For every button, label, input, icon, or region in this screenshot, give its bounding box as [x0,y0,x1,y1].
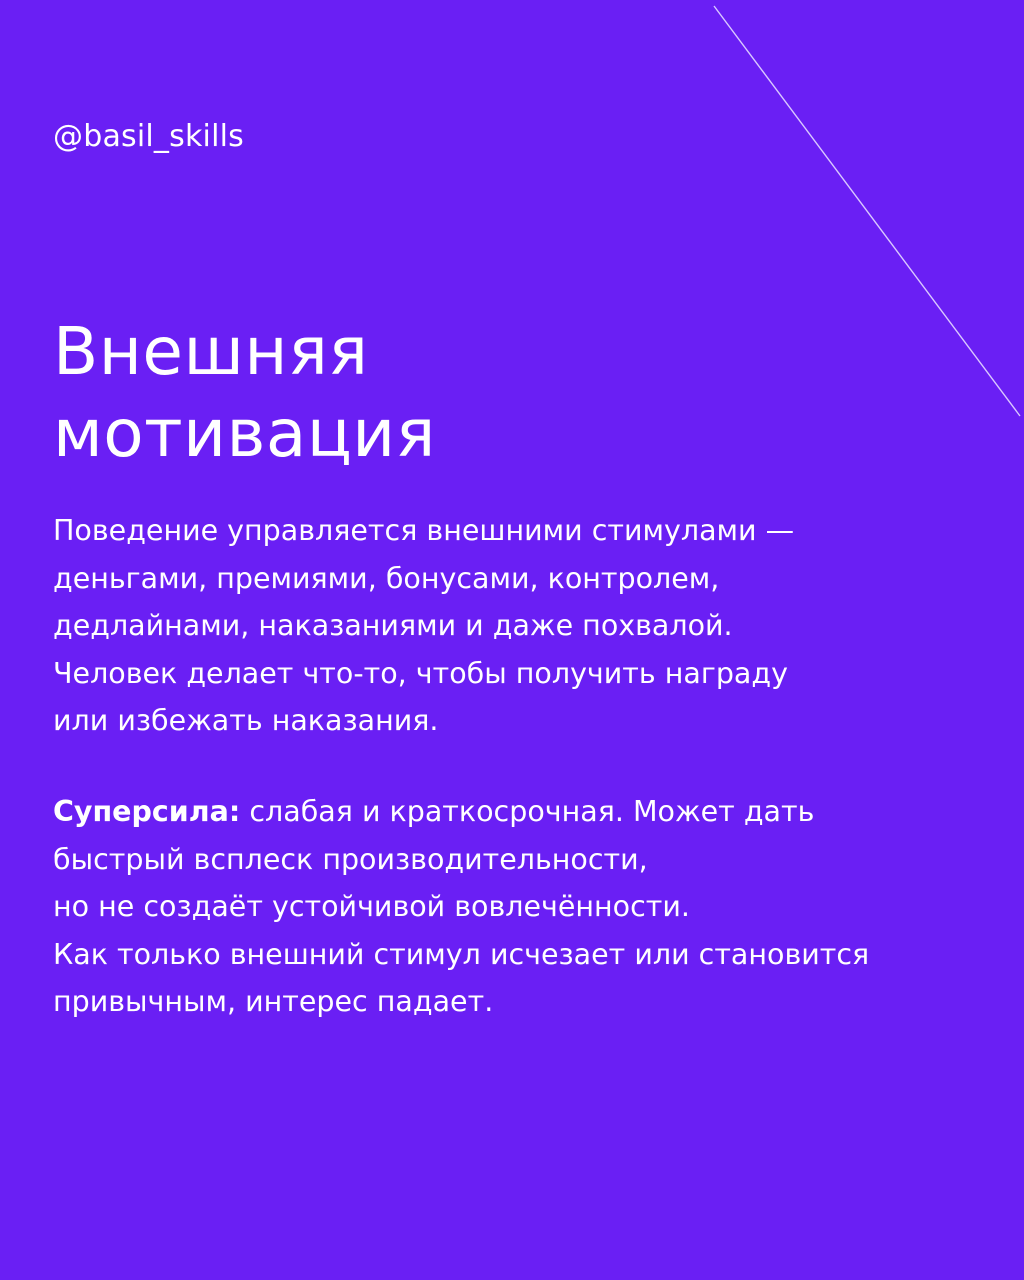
description-line: Поведение управляется внешними стимулами — [53,514,795,547]
superpower-first-line [53,788,993,836]
superpower-line: Как только внешний стимул исчезает или становится [53,937,870,971]
superpower-label: Суперсила: [53,795,241,828]
superpower-line: но не создаёт устойчивой вовлечённости. [53,890,690,923]
description-paragraph [53,507,993,745]
account-handle: @basil_skills [53,119,244,154]
superpower-first-line-text: слабая и краткосрочная. Может дать [240,795,815,828]
title-line-1: Внешняя [53,313,369,390]
description-line: Человек делает что-то, чтобы получить награду [53,656,788,690]
superpower-line: привычным, интерес падает. [53,985,494,1018]
superpower-line: быстрый всплеск производительности, [53,842,648,876]
description-line: дедлайнами, наказаниями и даже похвалой. [53,609,733,642]
description-line: или избежать наказания. [53,704,439,737]
title-line-2: мотивация [53,395,436,472]
description-line: деньгами, премиями, бонусами, контролем, [53,561,720,595]
superpower-paragraph [53,788,993,1026]
slide-title [53,311,953,475]
